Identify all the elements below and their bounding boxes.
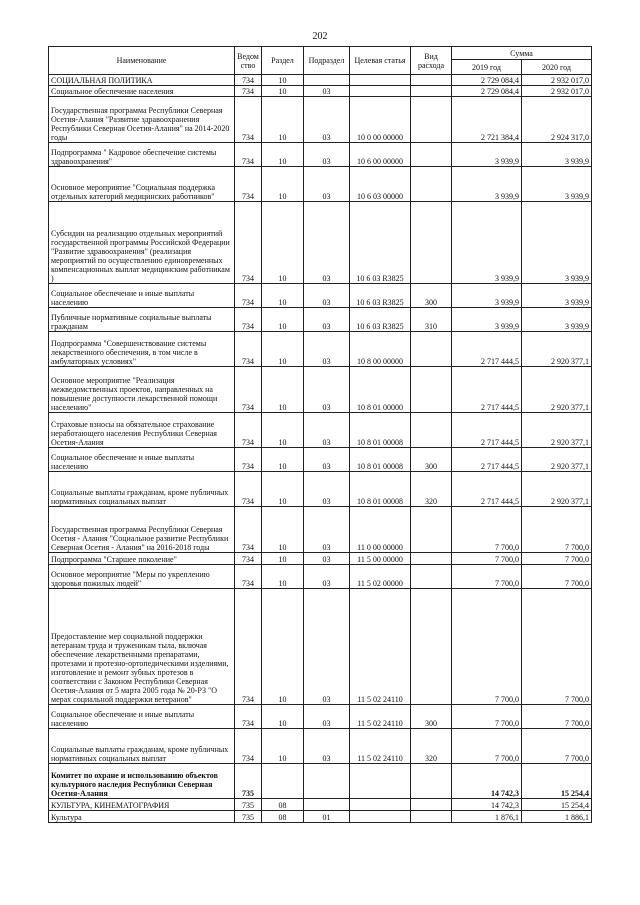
cell-name: Основное мероприятие "Реализация межведомственных проектов, направленных на повышение доступности лекарственной помощи населению" — [49, 367, 235, 413]
table-row — [49, 448, 592, 472]
cell-vid — [411, 143, 452, 167]
cell-name: Подпрограмма "Старшее поколение" — [49, 553, 235, 565]
header-ved: Ведом ство — [235, 47, 262, 75]
cell-name: Страховые взносы на обязательное страхование неработающего населения Республики Северная Осетия-Алания — [49, 413, 235, 448]
table-row — [49, 202, 592, 284]
cell-y2019: 3 939,9 — [452, 284, 522, 308]
cell-target: 11 5 02 24110 — [350, 589, 411, 705]
cell-y2020: 15 254,4 — [522, 764, 592, 799]
cell-razdel: 10 — [262, 167, 304, 202]
cell-podrazdel: 03 — [304, 448, 350, 472]
cell-vid — [411, 799, 452, 811]
budget-table — [48, 46, 592, 823]
header-vid: Вид расхода — [411, 47, 452, 75]
cell-vid — [411, 75, 452, 86]
cell-target — [350, 86, 411, 97]
table-row — [49, 284, 592, 308]
cell-vid: 300 — [411, 448, 452, 472]
table-row — [49, 565, 592, 589]
cell-y2019: 2 717 444,5 — [452, 448, 522, 472]
cell-target: 10 6 03 R3825 — [350, 284, 411, 308]
cell-target: 11 5 02 24110 — [350, 705, 411, 729]
table-row — [49, 507, 592, 553]
cell-name: Государственная программа Республики Северная Осетия-Алания "Развитие здравоохранения Республики Северная Осетия-Алания" на 2014-2020 годы — [49, 97, 235, 143]
cell-vid: 310 — [411, 308, 452, 332]
cell-y2020: 7 700,0 — [522, 705, 592, 729]
cell-podrazdel: 03 — [304, 729, 350, 764]
cell-ved: 734 — [235, 284, 262, 308]
table-body — [49, 75, 592, 823]
cell-name: Социальные выплаты гражданам, кроме публичных нормативных социальных выплат — [49, 729, 235, 764]
cell-y2020: 7 700,0 — [522, 565, 592, 589]
cell-y2020: 2 920 377,1 — [522, 367, 592, 413]
cell-target — [350, 799, 411, 811]
cell-y2019: 2 717 444,5 — [452, 413, 522, 448]
cell-y2020: 3 939,9 — [522, 308, 592, 332]
cell-ved: 735 — [235, 764, 262, 799]
cell-y2020: 7 700,0 — [522, 589, 592, 705]
header-sum: Сумма — [452, 47, 592, 60]
cell-y2019: 7 700,0 — [452, 507, 522, 553]
cell-vid — [411, 332, 452, 367]
cell-y2020: 2 924 317,0 — [522, 97, 592, 143]
table-row — [49, 367, 592, 413]
cell-podrazdel: 03 — [304, 332, 350, 367]
cell-podrazdel — [304, 799, 350, 811]
cell-ved: 734 — [235, 413, 262, 448]
page-number: 202 — [312, 31, 328, 42]
cell-razdel: 08 — [262, 799, 304, 811]
cell-vid — [411, 507, 452, 553]
cell-ved: 734 — [235, 448, 262, 472]
cell-ved: 734 — [235, 332, 262, 367]
cell-y2020: 15 254,4 — [522, 799, 592, 811]
cell-target: 11 5 02 24110 — [350, 729, 411, 764]
cell-y2019: 2 729 084,4 — [452, 75, 522, 86]
cell-vid — [411, 367, 452, 413]
cell-target: 10 6 03 R3825 — [350, 308, 411, 332]
cell-podrazdel: 03 — [304, 413, 350, 448]
header-target: Целевая статья — [350, 47, 411, 75]
cell-target: 10 8 01 00000 — [350, 367, 411, 413]
cell-podrazdel: 03 — [304, 589, 350, 705]
table-row — [49, 729, 592, 764]
cell-y2019: 3 939,9 — [452, 202, 522, 284]
cell-razdel — [262, 764, 304, 799]
cell-y2020: 3 939,9 — [522, 284, 592, 308]
cell-y2020: 7 700,0 — [522, 507, 592, 553]
cell-vid — [411, 764, 452, 799]
cell-razdel: 10 — [262, 202, 304, 284]
cell-vid: 320 — [411, 472, 452, 507]
table-row — [49, 86, 592, 97]
cell-name: Социальные выплаты гражданам, кроме публичных нормативных социальных выплат — [49, 472, 235, 507]
cell-y2019: 2 721 384,4 — [452, 97, 522, 143]
cell-target: 10 8 01 00008 — [350, 448, 411, 472]
cell-razdel: 10 — [262, 332, 304, 367]
cell-name: Подпрограмма "Совершенствование системы лекарственного обеспечения, в том числе в амбулаторных условиях" — [49, 332, 235, 367]
table-row — [49, 553, 592, 565]
cell-ved: 734 — [235, 367, 262, 413]
cell-target: 10 0 00 00000 — [350, 97, 411, 143]
table-row — [49, 799, 592, 811]
table-row — [49, 764, 592, 799]
cell-podrazdel: 03 — [304, 86, 350, 97]
table-row — [49, 167, 592, 202]
cell-ved: 735 — [235, 811, 262, 823]
cell-target: 11 0 00 00000 — [350, 507, 411, 553]
cell-razdel: 10 — [262, 75, 304, 86]
cell-y2020: 3 939,9 — [522, 202, 592, 284]
cell-name: СОЦИАЛЬНАЯ ПОЛИТИКА — [49, 75, 235, 86]
cell-name: Социальное обеспечение населения — [49, 86, 235, 97]
cell-razdel: 10 — [262, 413, 304, 448]
cell-name: Социальное обеспечение и иные выплаты населению — [49, 284, 235, 308]
cell-podrazdel: 03 — [304, 367, 350, 413]
cell-ved: 734 — [235, 589, 262, 705]
cell-ved: 734 — [235, 565, 262, 589]
cell-podrazdel: 03 — [304, 705, 350, 729]
cell-name: Основное мероприятие "Социальная поддержка отдельных категорий медицинских работников" — [49, 167, 235, 202]
cell-name: Комитет по охране и использованию объектов культурного наследия Республики Северная Осетия-Алания — [49, 764, 235, 799]
cell-podrazdel: 03 — [304, 202, 350, 284]
header-podrazdel: Подраздел — [304, 47, 350, 75]
cell-target — [350, 75, 411, 86]
cell-y2020: 7 700,0 — [522, 729, 592, 764]
cell-razdel: 10 — [262, 86, 304, 97]
cell-y2019: 1 876,1 — [452, 811, 522, 823]
cell-y2019: 14 742,3 — [452, 764, 522, 799]
cell-vid — [411, 589, 452, 705]
cell-name: Государственная программа Республики Северная Осетия - Алания "Социальное развитие Республики Северная Осетия - Алания" на 2016-2018 годы — [49, 507, 235, 553]
cell-y2020: 3 939,9 — [522, 143, 592, 167]
cell-y2019: 7 700,0 — [452, 553, 522, 565]
cell-podrazdel: 03 — [304, 507, 350, 553]
cell-razdel: 10 — [262, 589, 304, 705]
cell-y2019: 2 717 444,5 — [452, 332, 522, 367]
cell-podrazdel: 03 — [304, 308, 350, 332]
cell-vid — [411, 202, 452, 284]
cell-target: 10 6 03 00000 — [350, 167, 411, 202]
table-row — [49, 332, 592, 367]
table-row — [49, 413, 592, 448]
cell-podrazdel: 03 — [304, 284, 350, 308]
table-row — [49, 705, 592, 729]
cell-razdel: 10 — [262, 308, 304, 332]
cell-razdel: 10 — [262, 507, 304, 553]
cell-y2019: 7 700,0 — [452, 705, 522, 729]
cell-razdel: 10 — [262, 553, 304, 565]
cell-y2019: 3 939,9 — [452, 143, 522, 167]
cell-name: Субсидии на реализацию отдельных мероприятий государственной программы Российской Федерации "Развитие здравоохранения" (реализация мероприятий по осуществлению единовременных компенсационных выплат медицинским работникам ) — [49, 202, 235, 284]
cell-ved: 734 — [235, 729, 262, 764]
cell-target: 10 8 00 00000 — [350, 332, 411, 367]
cell-podrazdel — [304, 75, 350, 86]
cell-name: Публичные нормативные социальные выплаты гражданам — [49, 308, 235, 332]
cell-podrazdel: 01 — [304, 811, 350, 823]
cell-ved: 734 — [235, 143, 262, 167]
header-2019: 2019 год — [452, 60, 522, 75]
cell-razdel: 10 — [262, 367, 304, 413]
cell-ved: 735 — [235, 799, 262, 811]
cell-vid — [411, 811, 452, 823]
cell-y2020: 2 920 377,1 — [522, 332, 592, 367]
cell-ved: 734 — [235, 705, 262, 729]
cell-ved: 734 — [235, 553, 262, 565]
cell-y2019: 2 717 444,5 — [452, 472, 522, 507]
header-name: Наименование — [49, 47, 235, 75]
cell-y2020: 7 700,0 — [522, 553, 592, 565]
cell-y2020: 2 932 017,0 — [522, 75, 592, 86]
cell-podrazdel: 03 — [304, 472, 350, 507]
cell-ved: 734 — [235, 167, 262, 202]
cell-podrazdel: 03 — [304, 167, 350, 202]
cell-y2019: 7 700,0 — [452, 589, 522, 705]
cell-y2020: 2 920 377,1 — [522, 448, 592, 472]
cell-name: Предоставление мер социальной поддержки ветеранам труда и труженикам тыла, включая обеспечение лекарственными препаратами, протезами и протезно-ортопедическими изделиями, изготовление и ремонт зубных протезов в соответствии с Законом Республики Северная Осетия-Алания от 5 марта 2005 года № 20-РЗ "О мерах социальной поддержки ветеранов" — [49, 589, 235, 705]
table-row — [49, 589, 592, 705]
cell-vid — [411, 413, 452, 448]
cell-name: Социальное обеспечение и иные выплаты населению — [49, 448, 235, 472]
cell-vid — [411, 167, 452, 202]
cell-y2020: 2 920 377,1 — [522, 413, 592, 448]
cell-podrazdel: 03 — [304, 553, 350, 565]
header-2020: 2020 год — [522, 60, 592, 75]
cell-razdel: 10 — [262, 143, 304, 167]
cell-name: Подпрограмма " Кадровое обеспечение системы здравоохранения" — [49, 143, 235, 167]
cell-y2020: 3 939,9 — [522, 167, 592, 202]
cell-podrazdel: 03 — [304, 97, 350, 143]
table-row — [49, 308, 592, 332]
cell-target — [350, 811, 411, 823]
cell-razdel: 10 — [262, 565, 304, 589]
cell-ved: 734 — [235, 308, 262, 332]
cell-y2019: 14 742,3 — [452, 799, 522, 811]
table-row — [49, 811, 592, 823]
cell-razdel: 10 — [262, 472, 304, 507]
cell-y2019: 3 939,9 — [452, 308, 522, 332]
cell-y2019: 2 717 444,5 — [452, 367, 522, 413]
cell-y2020: 2 920 377,1 — [522, 472, 592, 507]
cell-vid — [411, 553, 452, 565]
cell-y2019: 7 700,0 — [452, 565, 522, 589]
cell-podrazdel: 03 — [304, 565, 350, 589]
table-row — [49, 472, 592, 507]
cell-target: 10 8 01 00008 — [350, 472, 411, 507]
cell-ved: 734 — [235, 86, 262, 97]
cell-target: 10 6 03 R3825 — [350, 202, 411, 284]
cell-vid: 320 — [411, 729, 452, 764]
cell-target: 11 5 00 00000 — [350, 553, 411, 565]
cell-name: Социальное обеспечение и иные выплаты населению — [49, 705, 235, 729]
table-row — [49, 97, 592, 143]
cell-target — [350, 764, 411, 799]
header-razdel: Раздел — [262, 47, 304, 75]
cell-target: 11 5 02 00000 — [350, 565, 411, 589]
cell-vid: 300 — [411, 705, 452, 729]
cell-y2019: 2 729 084,4 — [452, 86, 522, 97]
cell-name: КУЛЬТУРА, КИНЕМАТОГРАФИЯ — [49, 799, 235, 811]
cell-target: 10 8 01 00008 — [350, 413, 411, 448]
cell-ved: 734 — [235, 202, 262, 284]
cell-target: 10 6 00 00000 — [350, 143, 411, 167]
cell-vid: 300 — [411, 284, 452, 308]
cell-podrazdel — [304, 764, 350, 799]
cell-y2019: 7 700,0 — [452, 729, 522, 764]
cell-ved: 734 — [235, 472, 262, 507]
cell-razdel: 10 — [262, 448, 304, 472]
cell-name: Культура — [49, 811, 235, 823]
cell-razdel: 10 — [262, 97, 304, 143]
cell-razdel: 10 — [262, 729, 304, 764]
cell-vid — [411, 97, 452, 143]
cell-y2020: 2 932 017,0 — [522, 86, 592, 97]
cell-ved: 734 — [235, 75, 262, 86]
table-row — [49, 143, 592, 167]
cell-razdel: 08 — [262, 811, 304, 823]
cell-razdel: 10 — [262, 705, 304, 729]
cell-y2020: 1 886,1 — [522, 811, 592, 823]
cell-razdel: 10 — [262, 284, 304, 308]
cell-vid — [411, 565, 452, 589]
cell-ved: 734 — [235, 97, 262, 143]
cell-name: Основное мероприятие "Меры по укреплению здоровья пожилых людей" — [49, 565, 235, 589]
cell-y2019: 3 939,9 — [452, 167, 522, 202]
cell-podrazdel: 03 — [304, 143, 350, 167]
table-row — [49, 75, 592, 86]
cell-vid — [411, 86, 452, 97]
cell-ved: 734 — [235, 507, 262, 553]
